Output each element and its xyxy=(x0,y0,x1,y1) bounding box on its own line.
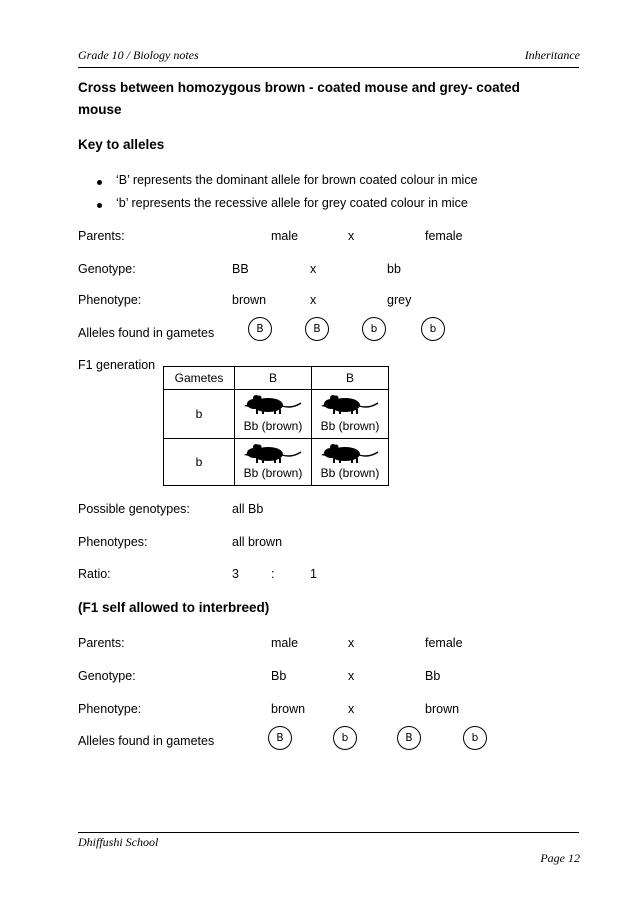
ratio-sep: : xyxy=(271,567,275,581)
header-left: Grade 10 / Biology notes xyxy=(78,48,199,62)
punnett-row-header: b xyxy=(164,390,235,439)
punnett-square xyxy=(163,366,389,486)
punnett-row-header: b xyxy=(164,439,235,486)
phenotype-x: x xyxy=(310,293,317,307)
header-rule xyxy=(78,67,579,68)
punnett-cell-text: Bb (brown) xyxy=(320,419,380,433)
gametes-label: Alleles found in gametes xyxy=(78,326,215,340)
key-item-2: ‘b’ represents the recessive allele for grey coated colour in mice xyxy=(116,196,468,210)
genotype-female: bb xyxy=(387,262,401,276)
cross2-heading: (F1 self allowed to interbreed) xyxy=(78,600,270,615)
possible-genotypes-label: Possible genotypes: xyxy=(78,502,190,516)
allele-circle: B xyxy=(305,317,329,341)
parents-male: male xyxy=(271,636,299,650)
mouse-icon xyxy=(244,442,302,464)
gametes-label: Alleles found in gametes xyxy=(78,734,215,748)
allele-circle: b xyxy=(333,726,357,750)
punnett-cell xyxy=(235,390,312,439)
parents-x: x xyxy=(348,636,355,650)
title-line-1: Cross between homozygous brown - coated mouse and grey- coated xyxy=(78,80,520,95)
punnett-col-header: B xyxy=(312,367,389,390)
mouse-icon xyxy=(321,442,379,464)
parents-female: female xyxy=(425,229,463,243)
punnett-cell xyxy=(312,390,389,439)
phenotypes-value: all brown xyxy=(232,535,283,549)
parents-x: x xyxy=(348,229,355,243)
genotype-label: Genotype: xyxy=(78,669,136,683)
parents-male: male xyxy=(271,229,299,243)
parents-female: female xyxy=(425,636,463,650)
punnett-col-header: B xyxy=(235,367,312,390)
genotype-female: Bb xyxy=(425,669,441,683)
punnett-cell-text: Bb (brown) xyxy=(320,466,380,480)
phenotype-label: Phenotype: xyxy=(78,293,142,307)
punnett-cell-text: Bb (brown) xyxy=(243,419,303,433)
genotype-x: x xyxy=(348,669,355,683)
bullet xyxy=(97,180,102,185)
ratio-b: 1 xyxy=(310,567,317,581)
footer-rule xyxy=(78,832,579,833)
mouse-icon xyxy=(244,393,302,415)
f1-label: F1 generation xyxy=(78,358,156,372)
possible-genotypes-value: all Bb xyxy=(232,502,264,516)
key-item-1: ‘B’ represents the dominant allele for brown coated colour in mice xyxy=(116,173,478,187)
allele-circle: b xyxy=(362,317,386,341)
parents-label: Parents: xyxy=(78,636,125,650)
allele-circle: B xyxy=(397,726,421,750)
phenotype-male: brown xyxy=(271,702,306,716)
phenotype-female: brown xyxy=(425,702,460,716)
ratio-label: Ratio: xyxy=(78,567,111,581)
parents-label: Parents: xyxy=(78,229,125,243)
punnett-cell xyxy=(235,439,312,486)
punnett-cell xyxy=(312,439,389,486)
allele-circle: b xyxy=(421,317,445,341)
genotype-male: BB xyxy=(232,262,249,276)
phenotype-male: brown xyxy=(232,293,267,307)
key-heading: Key to alleles xyxy=(78,137,165,152)
genotype-x: x xyxy=(310,262,317,276)
phenotype-female: grey xyxy=(387,293,412,307)
ratio-a: 3 xyxy=(232,567,239,581)
allele-circle: b xyxy=(463,726,487,750)
phenotype-label: Phenotype: xyxy=(78,702,142,716)
allele-circle: B xyxy=(268,726,292,750)
mouse-icon xyxy=(321,393,379,415)
genotype-male: Bb xyxy=(271,669,287,683)
punnett-cell-text: Bb (brown) xyxy=(243,466,303,480)
bullet xyxy=(97,203,102,208)
allele-circle: B xyxy=(248,317,272,341)
footer-page-number: Page 12 xyxy=(540,851,580,865)
footer-school: Dhiffushi School xyxy=(78,835,159,849)
title-line-2: mouse xyxy=(78,102,122,117)
header-right: Inheritance xyxy=(524,48,580,62)
genotype-label: Genotype: xyxy=(78,262,136,276)
punnett-corner: Gametes xyxy=(164,367,235,390)
phenotypes-label: Phenotypes: xyxy=(78,535,148,549)
phenotype-x: x xyxy=(348,702,355,716)
